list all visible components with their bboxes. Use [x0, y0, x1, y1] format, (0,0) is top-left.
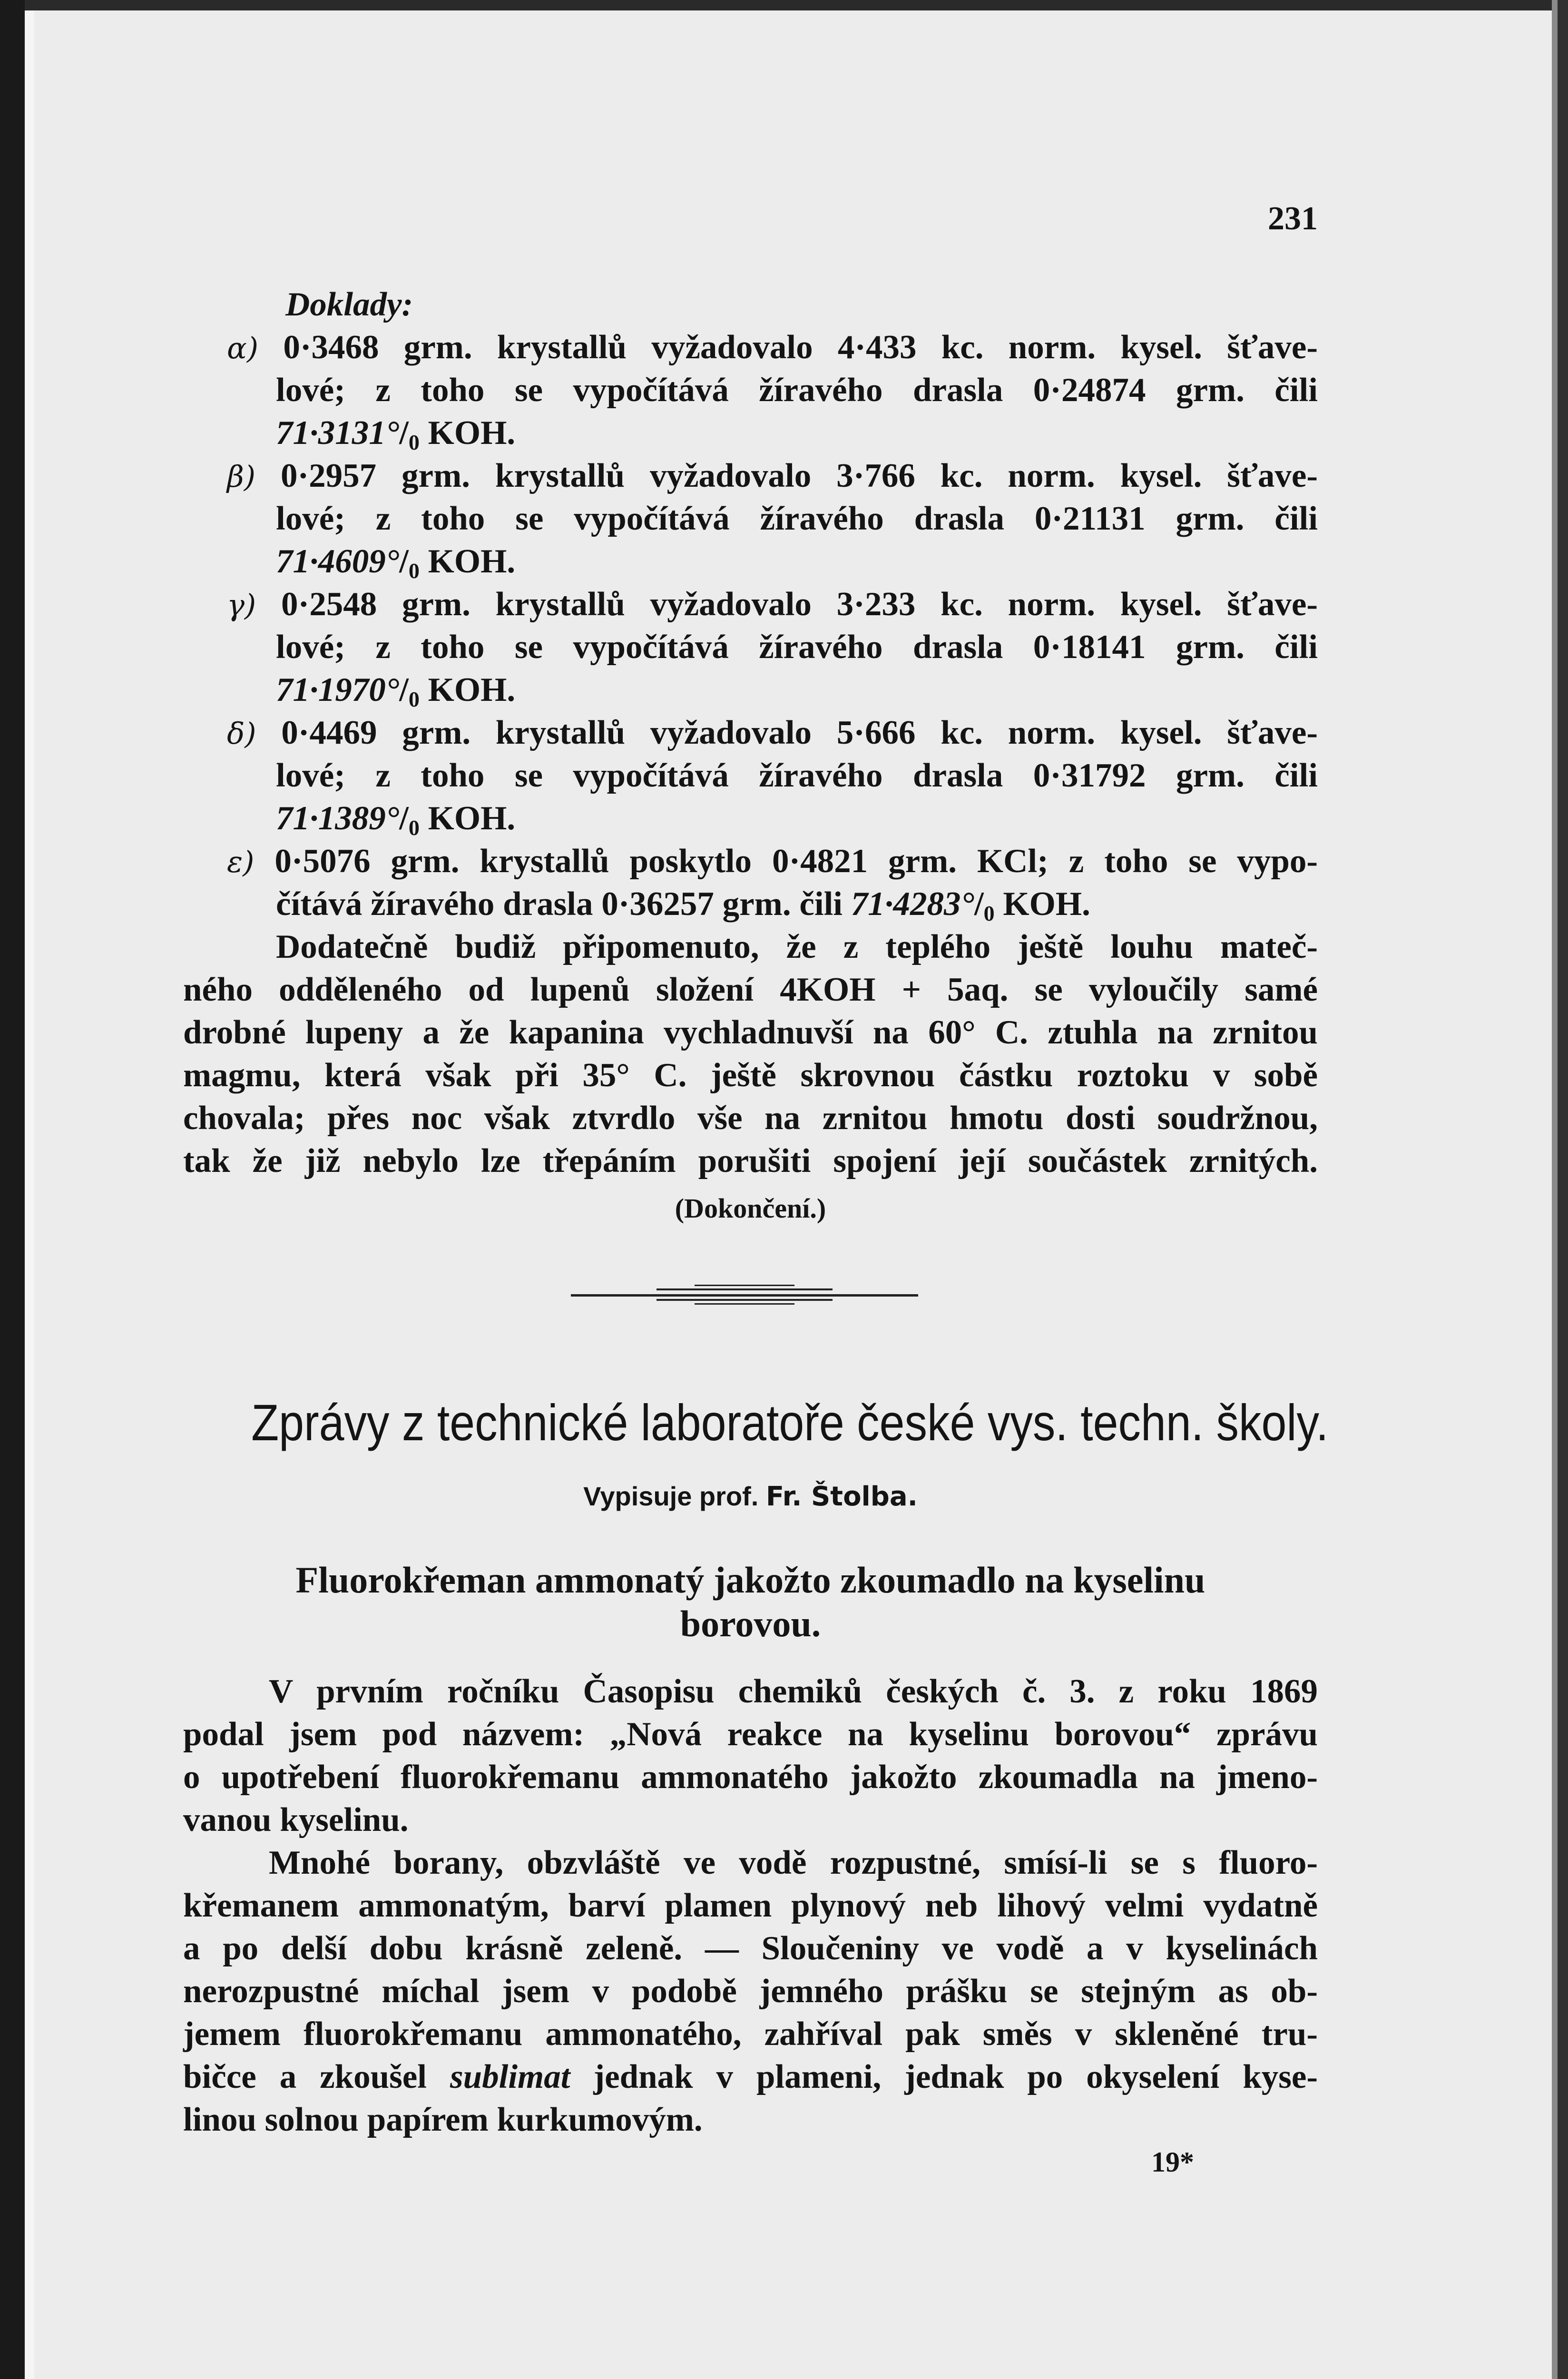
item-beta-line1: β) 0·2957 grm. krystallů vyžadovalo 3·766 kc. norm. kysel. šťave- — [183, 454, 1318, 497]
scan-left-border — [0, 0, 25, 2379]
addendum-line: tak že již nebylo lze třepáním porušiti spojení její součástek zrnitých. — [183, 1142, 1318, 1180]
item-epsilon-label: ε) — [227, 845, 255, 879]
item-gamma-line2: lové; z toho se vypočítává žíravého drasla 0·18141 grm. čili — [276, 629, 1318, 666]
item-gamma-label: γ) — [227, 588, 256, 622]
body-line: o upotřebení fluorokřemanu ammonatého jakožto zkoumadla na jmeno- — [183, 1759, 1318, 1796]
body-line: jemem fluorokřemanu ammonatého, zahříval pak směs v skleněné tru- — [183, 2015, 1318, 2053]
page-number: 231 — [1268, 200, 1318, 237]
item-delta-label: δ) — [227, 716, 256, 751]
addendum-line: chovala; přes noc však ztvrdlo vše na zrnitou hmotu dosti soudržnou, — [183, 1100, 1318, 1137]
body-line: V prvním ročníku Časopisu chemiků českých č. 3. z roku 1869 — [269, 1673, 1318, 1710]
body-line: křemanem ammonatým, barví plamen plynový neb lihový velmi vydatně — [183, 1887, 1318, 1924]
addendum-line: magmu, která však při 35° C. ještě skrovnou částku roztoku v sobě — [183, 1057, 1318, 1094]
item-delta-line1: δ) 0·4469 grm. krystallů vyžadovalo 5·666 kc. norm. kysel. šťave- — [183, 711, 1318, 754]
item-epsilon-line1: ε) 0·5076 grm. krystallů poskytlo 0·4821 grm. KCl; z toho se vypo- — [183, 840, 1318, 883]
item-gamma-line1: γ) 0·2548 grm. krystallů vyžadovalo 3·233 kc. norm. kysel. šťave- — [183, 583, 1318, 626]
item-alpha-line3: $71\cdot 3131^\circ/_0$ KOH. — [276, 414, 516, 454]
body-line: a po delší dobu krásně zeleně. — Sloučeniny ve vodě a v kyselinách — [183, 1930, 1318, 1967]
scan-right-strip — [1552, 0, 1558, 2379]
doklady-label: Doklady: — [285, 286, 413, 323]
body-line: Mnohé borany, obzvláště ve vodě rozpustné, smísí-li se s fluoro- — [269, 1844, 1318, 1881]
section-divider — [571, 1285, 918, 1308]
item-epsilon-line2: čítává žíravého drasla 0·36257 grm. čili $71\cdot 4283^\circ/_0$ KOH. — [276, 885, 1090, 925]
item-beta-label: β) — [227, 459, 256, 494]
scan-left-gap — [25, 0, 34, 2379]
addendum-line: Dodatečně budiž připomenuto, že z teplého ještě louhu mateč- — [276, 928, 1318, 965]
item-alpha-line1: α) 0·3468 grm. krystallů vyžadovalo 4·433 kc. norm. kysel. šťave- — [183, 326, 1318, 369]
scan-top-border — [25, 0, 1568, 10]
body-line: linou solnou papírem kurkumovým. — [183, 2101, 703, 2138]
article-title: Zprávy z technické laboratoře české vys. techn. školy. — [251, 1394, 1329, 1451]
body-line: nerozpustné míchal jsem v podobě jemného prášku se stejným as ob- — [183, 1973, 1318, 2010]
byline: Vypisuje prof. Fr. Štolba. — [583, 1481, 918, 1512]
author-name: Fr. Štolba. — [765, 1481, 918, 1512]
dokonceni-note: (Dokončení.) — [675, 1193, 826, 1224]
body-line: podal jsem pod názvem: „Nová reakce na kyselinu borovou“ zprávu — [183, 1716, 1318, 1753]
addendum-line: drobné lupeny a že kapanina vychladnuvší na 60° C. ztuhla na zrnitou — [183, 1014, 1318, 1051]
signature-mark: 19* — [1151, 2146, 1194, 2178]
body-line: bičce a zkoušel sublimat jednak v plameni, jednak po okyselení kyse- — [183, 2058, 1318, 2095]
scan-right-border — [1558, 0, 1568, 2379]
item-beta-line2: lové; z toho se vypočítává žíravého drasla 0·21131 grm. čili — [276, 500, 1318, 537]
body-line: vanou kyselinu. — [183, 1801, 409, 1838]
item-alpha-line2: lové; z toho se vypočítává žíravého drasla 0·24874 grm. čili — [276, 372, 1318, 409]
doklady-section — [183, 283, 1318, 1235]
item-gamma-line3: $71\cdot 1970^\circ/_0$ KOH. — [276, 671, 516, 711]
article-body — [183, 1670, 1318, 2141]
item-alpha-label: α) — [227, 331, 259, 365]
item-beta-line3: $71\cdot 4609^\circ/_0$ KOH. — [276, 543, 516, 583]
item-delta-line3: $71\cdot 1389^\circ/_0$ KOH. — [276, 800, 516, 840]
article-subtitle: Fluorokřeman ammonatý jakožto zkoumadlo na kyselinu borovou. — [295, 1559, 1205, 1644]
addendum-line: ného odděleného od lupenů složení 4KOH + 5aq. se vyloučily samé — [183, 971, 1318, 1008]
item-delta-line2: lové; z toho se vypočítává žíravého drasla 0·31792 grm. čili — [276, 757, 1318, 794]
